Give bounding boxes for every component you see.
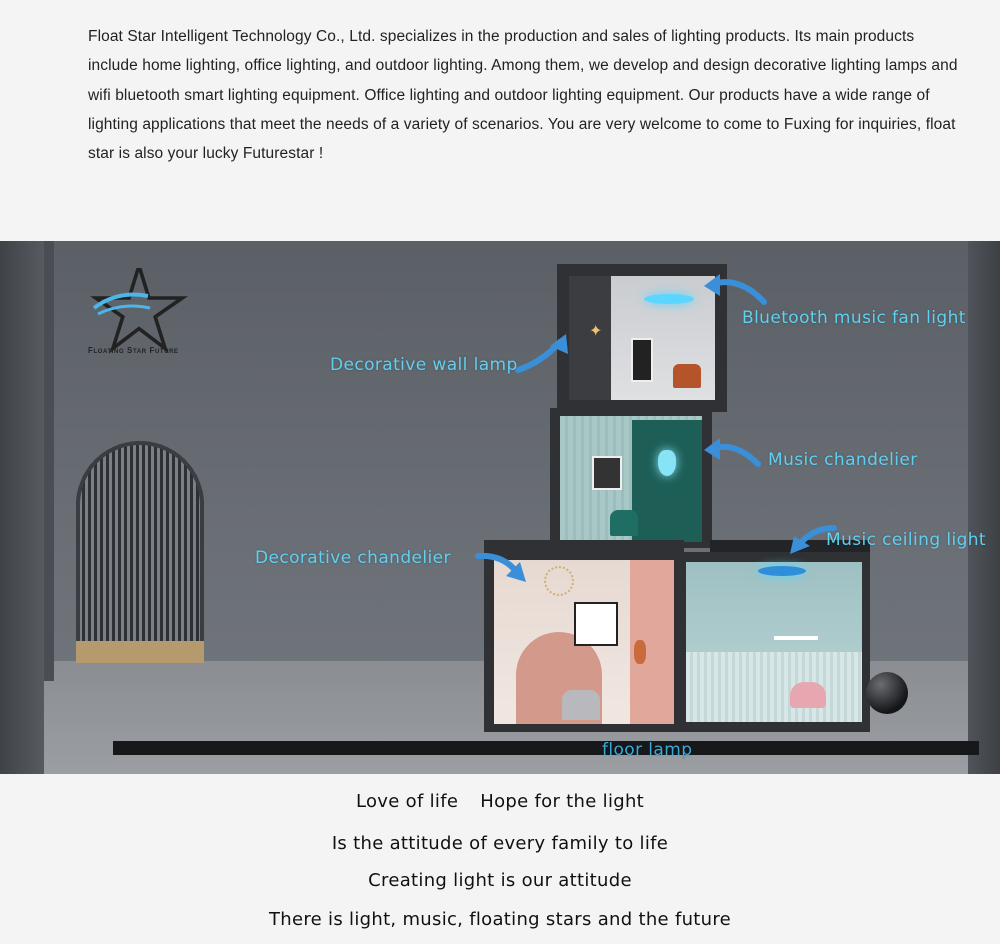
shell-chair-icon: [790, 682, 826, 708]
slogan-line-4: There is light, music, floating stars and the future: [268, 909, 732, 930]
green-chair-icon: [610, 510, 638, 536]
bottom-right-frame: [680, 552, 870, 732]
label-ceiling-light: Music ceiling light: [826, 530, 986, 550]
arrow-decorative-chandelier-icon: [474, 550, 532, 584]
wall-art-icon: [631, 338, 653, 382]
bottom-right-room: [686, 562, 862, 722]
green-wall: [632, 420, 702, 542]
label-fan-light: Bluetooth music fan light: [742, 308, 966, 328]
butterfly-lamp-icon: ✦: [589, 323, 603, 340]
label-music-chandelier: Music chandelier: [768, 450, 918, 470]
curtain-arch: [76, 441, 204, 663]
floor-lamp-icon: [634, 640, 646, 664]
intro-paragraph: Float Star Intelligent Technology Co., Ltd. specializes in the production and sales of lighting products. Its main products include home lighting, office lighting, and outdoor lighting. Among them, we develop and design decorative lighting lamps and wifi bluetooth smart lighting equipment. Office lighting and outdoor lighting equipment. Our products have a wide range of lighting applications that meet the needs of a variety of scenarios. You are very welcome to come to Fuxing for inquiries, float star is also your lucky Futurestar !: [88, 28, 958, 163]
armchair-icon: [673, 364, 701, 388]
wall-shelf-icon: [774, 636, 818, 640]
left-pillar-inner: [44, 241, 54, 681]
lounge-chair-icon: [562, 690, 600, 720]
bottom-left-room: [494, 560, 674, 724]
fan-light-icon: [644, 294, 694, 304]
arrow-music-chandelier-icon: [700, 436, 762, 470]
arrow-fan-light-icon: [700, 270, 770, 310]
middle-room: [560, 416, 702, 542]
label-wall-lamp: Decorative wall lamp: [330, 355, 518, 375]
slogan-line-3: Creating light is our attitude: [368, 870, 632, 891]
slogan-hope-for-light: Hope for the light: [480, 791, 645, 812]
ground-strip: [113, 741, 979, 755]
top-room: [569, 276, 715, 400]
zebra-art-icon: [574, 602, 618, 646]
label-decorative-chandelier: Decorative chandelier: [255, 548, 451, 568]
arrow-wall-lamp-icon: [512, 332, 572, 378]
wainscot-wall: [686, 652, 862, 722]
decorative-chandelier-icon: [544, 566, 574, 596]
music-chandelier-icon: [658, 450, 676, 476]
arch-floor: [76, 641, 204, 663]
middle-room-frame: [550, 408, 712, 548]
right-pillar: [968, 241, 1000, 774]
left-pillar: [0, 241, 44, 774]
slogan-line-1: [0, 791, 1000, 812]
slogan-line-2: Is the attitude of every family to life: [331, 833, 669, 854]
black-sphere: [866, 672, 908, 714]
slogan-love-of-life: Love of life: [355, 791, 459, 812]
ceiling-light-icon: [758, 566, 806, 576]
logo-text: Floating Star Future: [88, 346, 179, 355]
label-floor-lamp: floor lamp: [602, 740, 693, 760]
middle-wall-art-icon: [592, 456, 622, 490]
